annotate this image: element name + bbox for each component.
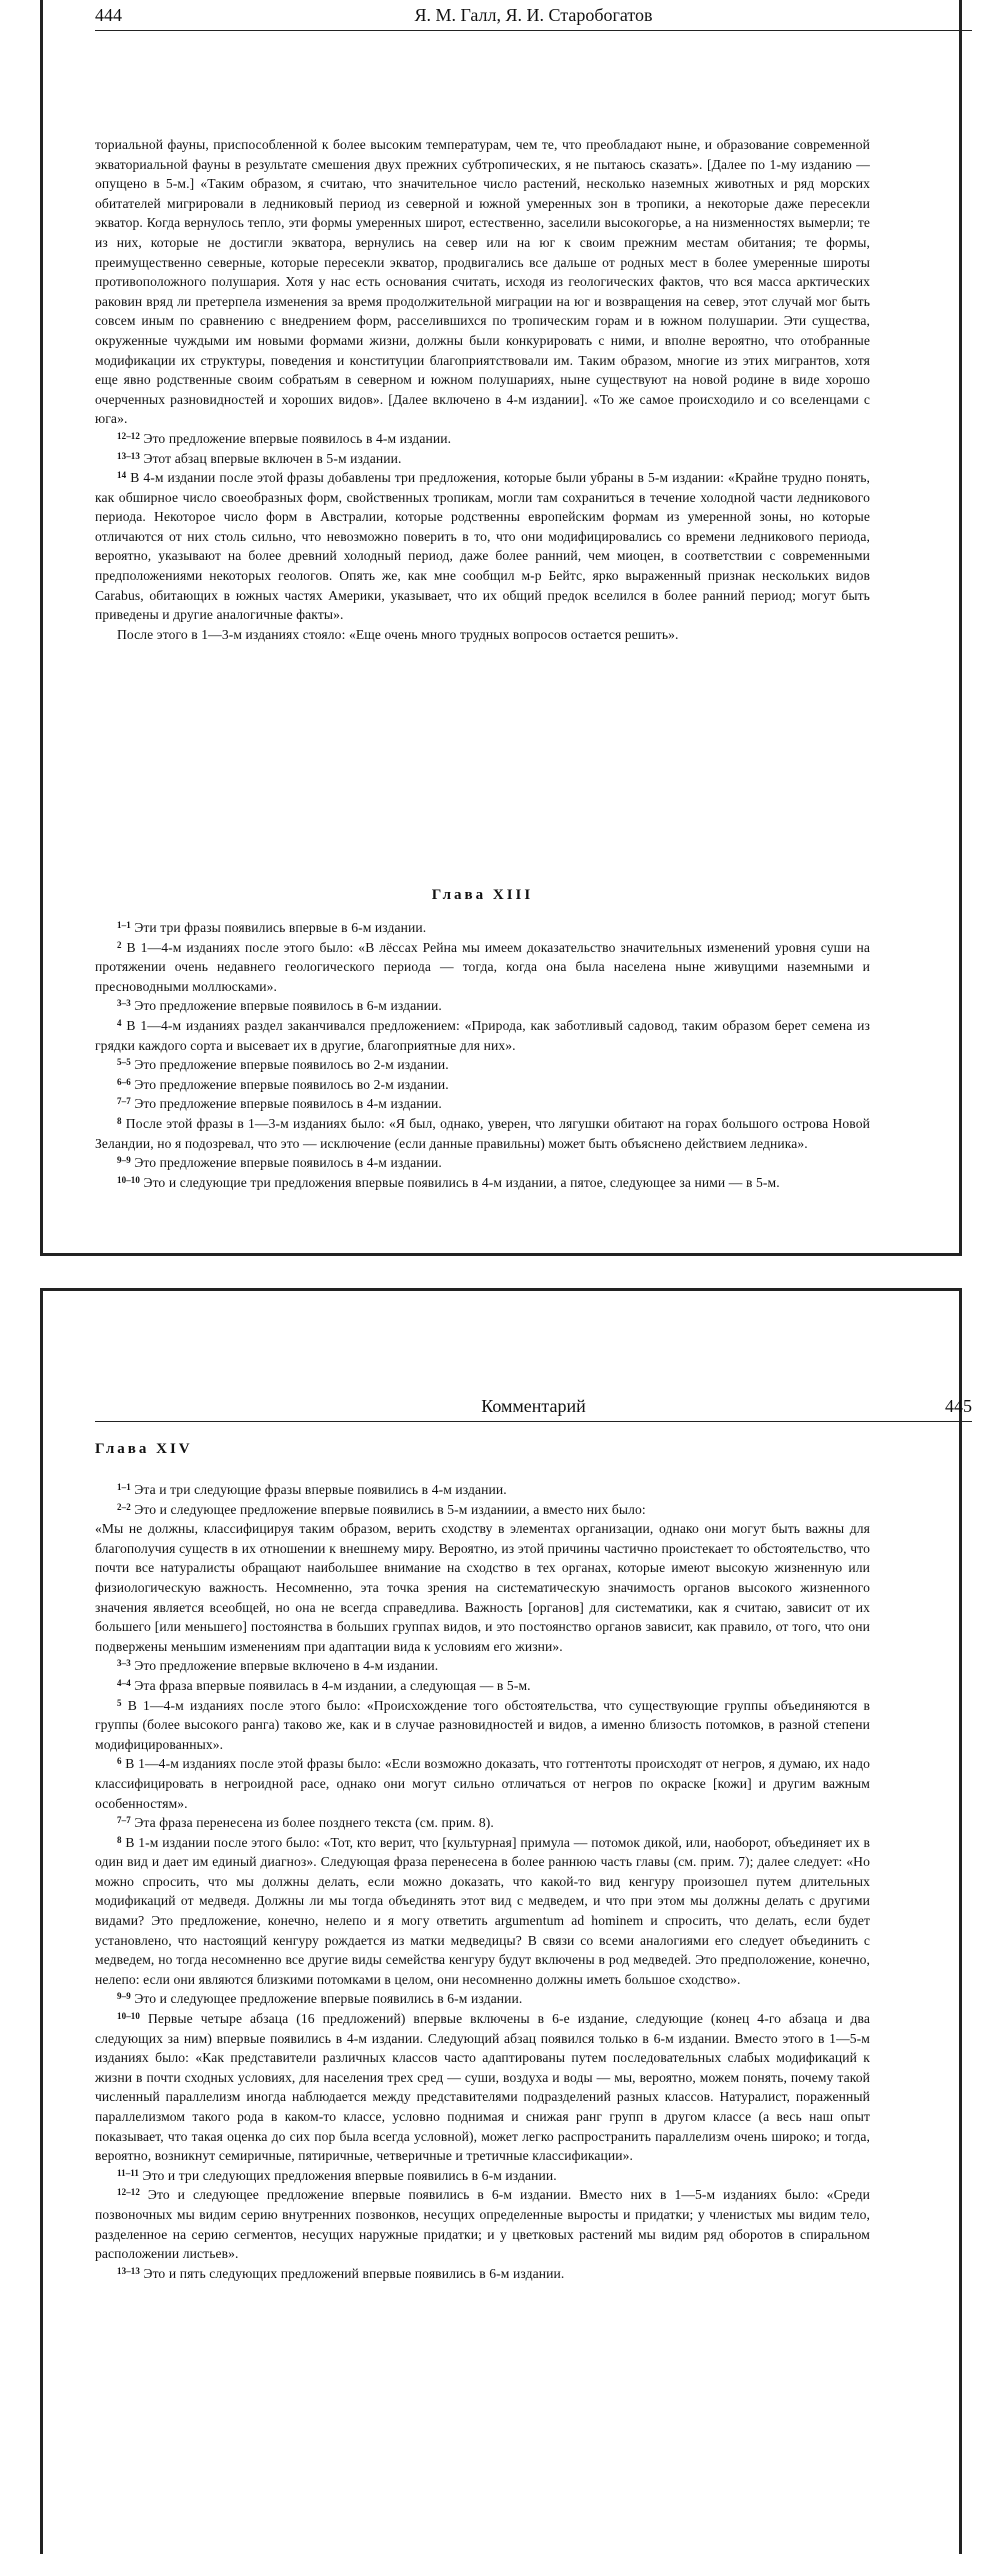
note-mark: 4–4 xyxy=(117,1677,131,1688)
note-mark: 8 xyxy=(117,1115,122,1126)
note xyxy=(95,1153,870,1173)
notes-list xyxy=(95,429,870,645)
chapter-13-notes xyxy=(95,918,870,1192)
note xyxy=(95,1696,870,1755)
note xyxy=(95,2166,870,2186)
note xyxy=(95,918,870,938)
note-text: Этот абзац впервые включен в 5-м издании. xyxy=(143,450,402,466)
note-text: Это и пять следующих предложений впервые появились в 6-м издании. xyxy=(143,2265,565,2281)
note xyxy=(95,2264,870,2284)
paragraph: ториальной фауны, приспособленной к более высоким температурам, чем те, что преобладают ныне, и образование современной экваториальной фауны в результате смешения двух прежних субтропических, я не пытаюсь сказать». [Далее по 1-му изданию — опущено в 5-м.] «Таким образом, я считаю, что значительное число растений, несколько наземных животных и ряд морских обитателей мигрировали в ледниковый период из северной и южной умеренных зон в тропики, а некоторые даже пересекли экватор. Когда вернулось тепло, эти формы умеренных широт, естественно, заселили высокогорье, а на низменностях вымерли; те из них, которые не достигли экватора, вернулись на север или на юг к своим прежним местам обитания; те формы, преимущественно северные, которые пересекли экватор, продвигались все дальше от родных мест в более умеренные широты противоположного полушария. Хотя у нас есть основания считать, исходя из геологических фактов, что вся масса арктических раковин вряд ли претерпела изменения за время продолжительной миграции на юг и возвращения на север, этот случай мог быть совсем иным по сравнению с внедрением форм, расселившихся по тропическим горам и в южном полушарии. Эти существа, окруженные чуждыми им новыми формами жизни, должны были конкурировать с ними, и вполне вероятно, что отобранные модификации их структуры, поведения и конституции благоприятствовали им. Таким образом, многие из этих мигрантов, хотя еще явно родственные своим собратьям в северном и южном полушариях, ныне существуют на новой родине в виде хорошо очерченных разновидностей и хороших видов». [Далее включено в 4-м издании]. «То же самое происходило и со вселенцами с юга». xyxy=(95,137,870,427)
note-text: Это предложение впервые появилось в 4-м издании. xyxy=(134,1096,442,1112)
note xyxy=(95,449,870,469)
note-mark: 5–5 xyxy=(117,1057,131,1068)
note-text: После этого в 1—3-м изданиях стояло: «Еще очень много трудных вопросов остается решить». xyxy=(117,626,679,642)
notes-list xyxy=(95,1480,870,2283)
note-mark: 11–11 xyxy=(117,2167,140,2178)
note xyxy=(95,1016,870,1055)
note-mark: 2–2 xyxy=(117,1501,131,1512)
note xyxy=(95,1094,870,1114)
note-text: Это и следующее предложение впервые появились в 5-м изданиии, а вместо них было: xyxy=(134,1501,646,1517)
note-mark: 9–9 xyxy=(117,1155,131,1166)
note-text: Эта и три следующие фразы впервые появились в 4-м издании. xyxy=(134,1482,507,1497)
note-mark: 1–1 xyxy=(117,920,131,930)
note-mark: 14 xyxy=(117,470,127,481)
note-text: В 1—4-м изданиях раздел заканчивался предложением: «Природа, как заботливый садовод, таким образом берет семена из грядки каждого сорта и высевает их в другие, благоприятные для них». xyxy=(95,1017,871,1053)
chapter-heading xyxy=(95,887,870,904)
chapter-title: Глава XIV xyxy=(95,1441,193,1457)
running-head-444 xyxy=(95,0,972,31)
note xyxy=(95,2009,870,2166)
note-text: В 4-м издании после этой фразы добавлены три предложения, которые были убраны в 5-м издании: «Крайне трудно понять, как обширное число своеобразных форм, свойственных тропикам, могли там сохраниться в течение холодной части ледникового периода. Некоторое число форм в Австралии, которые родственны европейским формам из умеренной зоны, но которые отличаются от них столь сильно, что невозможно поверить в то, что они модифицировались со времени ледникового периода, вероятно, указывают на более древний холодный период, даже более ранний, чем миоцен, в соответствии с современными предположениями некоторых геологов. Опять же, как мне сообщил м-р Бейтс, ярко выраженный признак нескольких видов Carabus, обитающих в южных частях Америки, указывает, что их общий предок вселился в более ранний период; могут быть приведены и другие аналогичные факты». xyxy=(95,470,870,623)
note xyxy=(95,625,870,645)
note xyxy=(95,1114,870,1153)
running-head-title: Комментарий xyxy=(481,1396,586,1416)
note-mark: 6–6 xyxy=(117,1076,131,1087)
note xyxy=(95,996,870,1016)
note xyxy=(95,2185,870,2263)
note-text: В 1-м издании после этого было: «Тот, кто верит, что [культурная] примула — потомок дикой, или, наоборот, объединяет их в один вид и дает им единый диагноз». Следующая фраза перенесена в более раннюю часть главы (см. прим. 7); далее следует: «Но можно спросить, что мы должны делать, если можно доказать, что какой-то вид кенгуру произошел путем длительных модификаций от медведя. Должны ли мы тогда объединять этот вид с медведем, и что при этом мы должны делать с другими видами? Это предложение, конечно, нелепо и я могу ответить argumentum ad hominem и спросить, что делать, если будет установлено, что настоящий кенгуру рождается из матки медведицы? В связи со всеми аналогиями его следует объединить с медведем, но тогда несомненно все другие виды семейства кенгуру будут включены в род медведей. Это предположение, конечно, нелепо: если они являются близкими потомками в целом, они несомненно должны иметь большое сходство». xyxy=(95,1834,870,1987)
chapter-heading xyxy=(95,1441,870,1458)
note xyxy=(95,468,870,625)
note xyxy=(95,1656,870,1676)
note-mark: 1–1 xyxy=(117,1482,131,1492)
note xyxy=(95,1500,870,1520)
note xyxy=(95,1989,870,2009)
running-head-445 xyxy=(95,1391,972,1422)
note-text: Первые четыре абзаца (16 предложений) впервые включены в 6-е издание, следующие (конец 4-го абзаца и два следующих за ним) впервые появились в 4-м издании. Следующий абзац появился только в 6-м издании. Вместо этого в 1—5-м изданиях было: «Как представители различных классов часто адаптированы путем последовательных слабых модификаций к жизни в почти сходных условиях, для населения трех сред — суши, воздуха и воды — мы, вероятно, можем понять, почему такой численный параллелизм иногда наблюдается между представителями подразделений разных классов. Натуралист, пораженный параллелизмом такого рода в каком-то классе, условно поднимая и снижая ранг групп в другом классе (а весь наш опыт показывает, что такая оценка до сих пор была всегда условной), может легко распространить параллелизм очень широко; и тогда, вероятно, возникнут семиричные, пятиричные, четверичные и третичные классификации». xyxy=(95,2011,871,2164)
running-head-title: Я. М. Галл, Я. И. Старобогатов xyxy=(414,5,653,25)
note xyxy=(95,1833,870,1990)
page-number: 444 xyxy=(95,5,122,25)
note-mark: 12–12 xyxy=(117,430,140,441)
note-mark: 7–7 xyxy=(117,1815,131,1826)
note xyxy=(95,429,870,449)
note-text: Это предложение впервые появилось во 2-м издании. xyxy=(134,1076,449,1092)
note-text: Это и следующее предложение впервые появились в 6-м издании. Вместо них в 1—5-м изданиях было: «Среди позвоночных мы видим серию внутренних позвонков, несущих определенные выросты и придатки; у членистых мы видим тело, разделенное на серию сегментов, несущих наружные придатки; и у цветковых растений мы видим ряд оборотов в спиральном расположении листьев». xyxy=(95,2187,870,2262)
note-mark: 5 xyxy=(117,1697,122,1708)
note xyxy=(95,1813,870,1833)
note-mark: 10–10 xyxy=(117,2011,140,2022)
note-mark: 13–13 xyxy=(117,450,140,461)
note-text: Эта фраза впервые появилась в 4-м издании, а следующая — в 5-м. xyxy=(134,1677,531,1693)
chapter-title: Глава XIII xyxy=(431,887,534,903)
page-number: 445 xyxy=(945,1396,972,1416)
note-mark: 13–13 xyxy=(117,2265,140,2276)
page-gap xyxy=(0,1256,1002,1288)
note-mark: 4 xyxy=(117,1017,122,1028)
note-text: Эта фраза перенесена из более позднего текста (см. прим. 8). xyxy=(134,1815,494,1831)
note-mark: 9–9 xyxy=(117,1991,131,2002)
note-mark: 7–7 xyxy=(117,1096,131,1107)
notes-list xyxy=(95,918,870,1192)
note-mark: 10–10 xyxy=(117,1174,140,1185)
note-text: В 1—4-м изданиях после этого было: «В лёссах Рейна мы имеем доказательство значительных изменений уровня суши на протяжении очень недавнего геологического периода — тогда, когда она была населена ныне живущими наземными и пресноводными моллюсками». xyxy=(95,939,871,994)
note-mark: 3–3 xyxy=(117,1658,131,1669)
note-text: Это предложение впервые появилось в 4-м издании. xyxy=(134,1155,442,1171)
note-text: Это предложение впервые появилось в 6-м издании. xyxy=(134,998,442,1014)
note-text: В 1—4-м изданиях после этой фразы было: «Если возможно доказать, что готтентоты происходят от негров, я думаю, их надо классифицировать в негроидной расе, однако они могут сильно отличаться от негров по окраске [кожи] и другим важным особенностям». xyxy=(95,1756,871,1811)
note-text: Эти три фразы появились впервые в 6-м издании. xyxy=(134,920,427,935)
note xyxy=(95,1055,870,1075)
note xyxy=(95,1173,870,1193)
note-text: Это и три следующих предложения впервые появились в 6-м издании. xyxy=(142,2167,557,2183)
note-mark: 12–12 xyxy=(117,2187,140,2198)
note-mark: 6 xyxy=(117,1756,122,1767)
page-444-body xyxy=(95,135,870,644)
note-text: После этой фразы в 1—3-м изданиях было: «Я был, однако, уверен, что лягушки обитают на горах большого острова Новой Зеландии, но я подозревал, что это — исключение (если данные правильны) может быть объяснено действием ледника». xyxy=(95,1115,871,1151)
note-text: «Мы не должны, классифицируя таким образом, верить сходству в элементах организации, однако они могут быть важны для благополучия существ в их отношении к внешнему миру. Вероятно, из этой причины частично проистекает то обстоятельство, что почти все натуралисты обращают наибольшее внимание на сходство в тех органах, которые имеют высокую жизненную или физиологическую важность. Несомненно, эта точка зрения на систематическую значимость органов высокого жизненного значения является всеобщей, но она не всегда справедлива. Важность [органов] для систематики, как я считаю, зависит от их большего [или меньшего] постоянства в больших группах видов, и это постоянство органов зависит, как правило, от того, что они подвержены меньшим изменениям при адаптации вида к условиям его жизни». xyxy=(95,1521,870,1654)
page-445-body xyxy=(95,1480,870,2283)
note xyxy=(95,1676,870,1696)
note-text: Это и следующее предложение впервые появились в 6-м издании. xyxy=(134,1991,523,2007)
note-text: Это предложение впервые появилось во 2-м издании. xyxy=(134,1057,449,1073)
note-text: В 1—4-м изданиях после этого было: «Происхождение того обстоятельства, что существующие группы объединяются в группы (более высокого ранга) таково же, как и в случае разновидностей и видов, а именно близость потомков, в разной степени модифицированных». xyxy=(95,1697,870,1752)
note xyxy=(95,1480,870,1500)
note xyxy=(95,1754,870,1813)
note-mark: 2 xyxy=(117,939,122,950)
note-mark: 3–3 xyxy=(117,998,131,1009)
note xyxy=(95,938,870,997)
note-mark: 8 xyxy=(117,1834,122,1845)
note xyxy=(95,1519,870,1656)
note xyxy=(95,1075,870,1095)
note-text: Это предложение впервые включено в 4-м издании. xyxy=(134,1658,439,1674)
note-text: Это предложение впервые появилось в 4-м издании. xyxy=(143,430,452,446)
note-text: Это и следующие три предложения впервые появились в 4-м издании, а пятое, следующее за ними — в 5-м. xyxy=(143,1174,780,1190)
